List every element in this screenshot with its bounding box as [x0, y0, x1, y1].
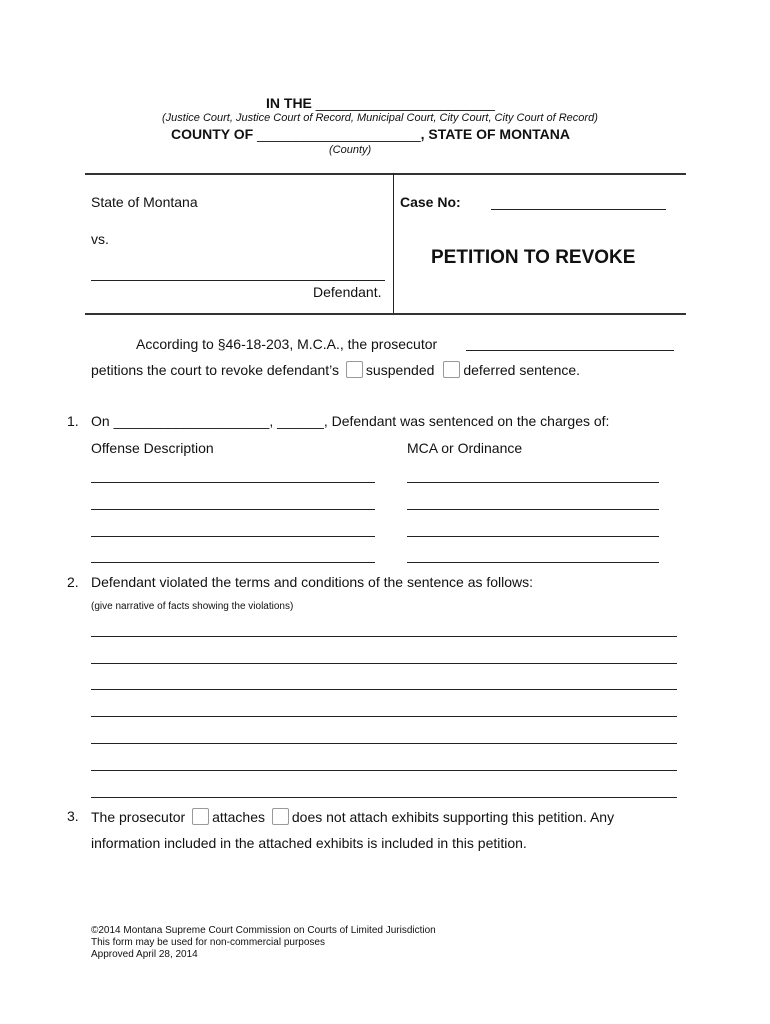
sentence-date-blank[interactable]: ____________________: [113, 413, 270, 429]
footer-copyright: ©2014 Montana Supreme Court Commission on Courts of Limited Jurisdiction: [91, 925, 436, 936]
deferred-checkbox[interactable]: [443, 361, 460, 378]
case-no-label: Case No:: [400, 194, 461, 210]
item-3-prefix: The prosecutor: [91, 809, 186, 825]
mca-line-2[interactable]: [407, 509, 659, 510]
item-3-line-2: information included in the attached exhibits is included in this petition.: [91, 835, 527, 851]
does-not-attach-label: does not attach exhibits supporting this petition. Any: [291, 809, 615, 825]
mca-line-4[interactable]: [407, 562, 659, 563]
item-2-number: 2.: [67, 574, 79, 590]
narrative-line-1[interactable]: [91, 636, 677, 637]
prosecutor-name-line[interactable]: [466, 350, 674, 351]
footer: [91, 925, 436, 961]
state-of-montana-label: , STATE OF MONTANA: [420, 126, 570, 142]
suspended-label: suspended: [365, 362, 435, 378]
caption-top-rule: [85, 173, 686, 175]
narrative-line-2[interactable]: [91, 663, 677, 664]
caption-divider: [393, 173, 394, 313]
footer-usage: This form may be used for non-commercial purposes: [91, 937, 325, 948]
narrative-line-3[interactable]: [91, 689, 677, 690]
offense-line-3[interactable]: [91, 536, 375, 537]
offense-line-1[interactable]: [91, 482, 375, 483]
offense-line-4[interactable]: [91, 562, 375, 563]
item-1-rest: , Defendant was sentenced on the charges of:: [323, 413, 610, 429]
mca-line-1[interactable]: [407, 482, 659, 483]
attaches-label: attaches: [212, 809, 265, 825]
intro-line-1: According to §46-18-203, M.C.A., the prosecutor: [136, 336, 438, 352]
intro-line-2: [91, 361, 580, 378]
item-1-on: On: [91, 413, 110, 429]
item-1-sentence: [91, 413, 609, 429]
item-3-line-1: [91, 808, 614, 825]
defendant-name-line[interactable]: [91, 280, 385, 281]
footer-approved: Approved April 28, 2014: [91, 949, 198, 960]
court-name-blank[interactable]: _______________________: [315, 95, 495, 111]
item-3-number: 3.: [67, 808, 79, 824]
mca-line-3[interactable]: [407, 536, 659, 537]
offense-line-2[interactable]: [91, 509, 375, 510]
county-heading: [171, 126, 570, 142]
case-no-line[interactable]: [491, 209, 666, 210]
caption-bottom-rule: [85, 313, 686, 315]
does-not-attach-checkbox[interactable]: [272, 808, 289, 825]
offense-description-header: Offense Description: [91, 440, 214, 456]
intro-line-2-text: petitions the court to revoke defendant’s: [91, 362, 340, 378]
document-title: PETITION TO REVOKE: [431, 247, 636, 268]
item-1-number: 1.: [67, 413, 79, 429]
court-heading: [266, 95, 495, 111]
sentence-year-blank[interactable]: ______: [277, 413, 324, 429]
narrative-line-7[interactable]: [91, 797, 677, 798]
county-of-label: COUNTY OF: [171, 126, 254, 142]
in-the-label: IN THE: [266, 95, 312, 111]
court-types-hint: (Justice Court, Justice Court of Record, Municipal Court, City Court, City Court of Record): [162, 112, 598, 124]
deferred-label: deferred sentence.: [463, 362, 581, 378]
narrative-line-4[interactable]: [91, 716, 677, 717]
county-blank[interactable]: _____________________: [257, 126, 421, 142]
defendant-label: Defendant.: [313, 284, 382, 300]
item-1-comma: ,: [269, 413, 274, 429]
attaches-checkbox[interactable]: [192, 808, 209, 825]
mca-ordinance-header: MCA or Ordinance: [407, 440, 523, 456]
county-hint: (County): [329, 144, 372, 156]
versus-label: vs.: [91, 231, 109, 247]
item-2-hint: (give narrative of facts showing the violations): [91, 601, 294, 612]
narrative-line-5[interactable]: [91, 743, 677, 744]
item-2-text: Defendant violated the terms and conditions of the sentence as follows:: [91, 574, 534, 590]
suspended-checkbox[interactable]: [346, 361, 363, 378]
plaintiff-name: State of Montana: [91, 194, 198, 210]
narrative-line-6[interactable]: [91, 770, 677, 771]
